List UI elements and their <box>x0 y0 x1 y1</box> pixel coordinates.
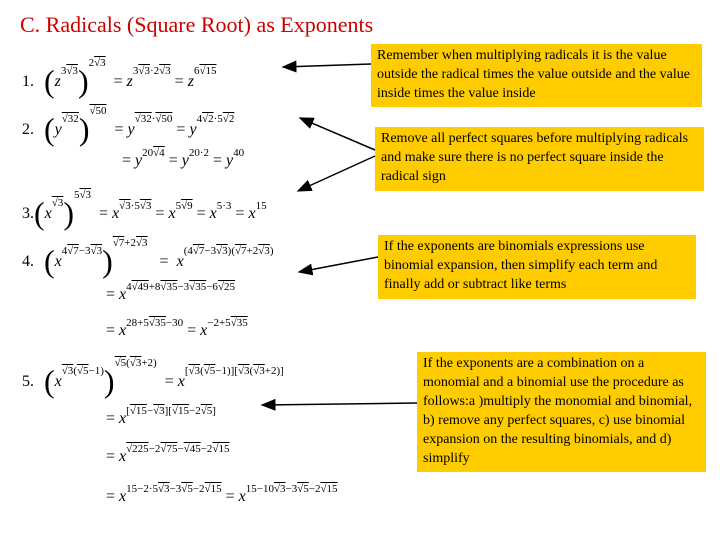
math-expression: $(y^{√32})^{√50} = y^{√32\cdot√50} = y^{4√2\cdot 5√2}$ <box>44 105 235 147</box>
math-expression: = $x^{4√49+8√35-3√35-6√25}$ <box>106 281 235 303</box>
note-text: Remember when multiplying radicals it is the value outside the radical times the value outside and the value inside times the value inside <box>377 48 690 101</box>
item-number: 2. <box>22 121 34 138</box>
math-expression: = $x^{28+5√35-30} = x^{-2+5√35}$ <box>106 317 248 339</box>
arrow-note-4 <box>262 403 417 405</box>
item-number: 1. <box>22 73 34 90</box>
math-expression: = $x^{√225-2√75-√45-2√15}$ <box>106 443 230 465</box>
note-text: If the exponents are binomials expressions use binomial expansion, then simplify each term and finally add or subtract like terms <box>384 239 658 292</box>
math-expression: $(x^{√3})^{5√3} = x^{√3\cdot 5√3} = x^{5√9} = x^{5\cdot 3} = x^{15}$ <box>34 189 267 231</box>
item-number: 5. <box>22 373 34 390</box>
note-text: If the exponents are a combination on a monomial and a binomial use the procedure as follows:a )multiply the monomial and binomial, b) remove any perfect squares, c) use binomial expansion on the resulting binomials, and d) simplify <box>423 356 693 466</box>
note-text: Remove all perfect squares before multiplying radicals and make sure there is no perfect square inside the radical sign <box>381 131 689 184</box>
item-number: 4. <box>22 253 34 270</box>
math-expression: $(z^{3√3})^{2√3} = z^{3√3\cdot 2√3} = z^{6√15}$ <box>44 57 217 99</box>
math-expression: = $y^{20√4} = y^{20\cdot 2} = y^{40}$ <box>122 147 245 169</box>
math-expression: $(x^{4√7-3√3})^{√7+2√3} = x^{(4√7-3√3)(√7+2√3)}$ <box>44 237 274 279</box>
item-number: 3. <box>22 205 34 222</box>
arrow-note-3 <box>299 257 378 272</box>
arrow-note-1 <box>283 64 371 67</box>
page-title: C. Radicals (Square Root) as Exponents <box>20 12 374 37</box>
math-expression: $(x^{√3(√5-1)})^{√5(√3+2)} = x[√3(√5-1)][√3(√3+2)]$ <box>44 357 284 399</box>
math-expression: = $x^{15-2\cdot 5√3-3√5-2√15} = x^{15-10√3-3√5-2√15}$ <box>106 483 338 505</box>
arrow-note-2-down <box>298 156 375 191</box>
arrow-note-2-up <box>300 118 375 150</box>
math-expression: = x[√15−√3][√15−2√5] <box>106 405 216 427</box>
